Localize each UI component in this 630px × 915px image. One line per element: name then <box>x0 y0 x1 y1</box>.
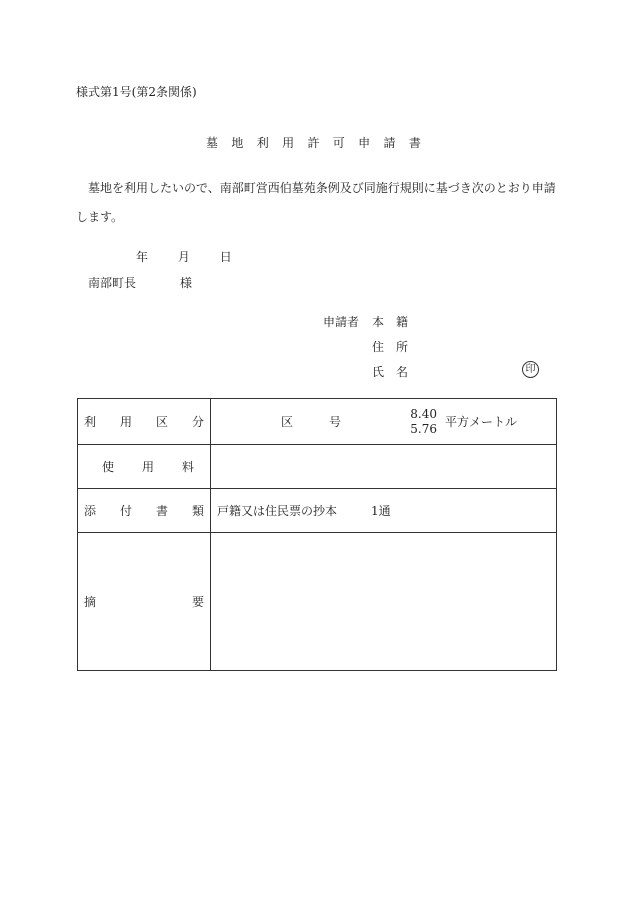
title-char: 書 <box>408 136 421 150</box>
usage-value-cell[interactable] <box>211 399 557 445</box>
label-char: 所 <box>395 340 408 354</box>
application-table <box>77 398 557 671</box>
remarks-label-cell <box>78 533 211 671</box>
attachment-value-cell[interactable] <box>211 489 557 533</box>
addressee-honorific: 様 <box>180 276 193 290</box>
label-char: 分 <box>191 415 204 429</box>
label-char: 区 <box>155 415 168 429</box>
applicant-label: 申請者 <box>323 315 360 329</box>
label-char: 要 <box>191 595 204 609</box>
area-values <box>409 407 437 437</box>
table-row-attachment <box>78 489 557 533</box>
label-char: 利 <box>84 415 97 429</box>
label-char: 類 <box>191 504 204 518</box>
label-char: 書 <box>155 504 168 518</box>
date-month: 月 <box>177 250 190 264</box>
ward-label: 区 <box>281 415 294 429</box>
label-char: 用 <box>119 415 132 429</box>
label-char: 使 <box>102 460 115 474</box>
title-char: 用 <box>282 136 295 150</box>
label-char: 料 <box>181 460 194 474</box>
usage-label-cell <box>78 399 211 445</box>
title-char: 地 <box>231 136 244 150</box>
title-char: 利 <box>256 136 269 150</box>
title-char: 許 <box>307 136 320 150</box>
fee-label-cell <box>78 445 211 489</box>
label-char: 付 <box>119 504 132 518</box>
title-char: 請 <box>383 136 396 150</box>
statement-line-2: します。 <box>76 210 124 224</box>
applicant-domicile-label <box>372 313 408 330</box>
area-value: 5.76 <box>410 421 437 436</box>
label-char: 名 <box>395 365 408 379</box>
label-char: 氏 <box>372 365 385 379</box>
label-char: 本 <box>372 315 385 329</box>
date-day: 日 <box>219 250 232 264</box>
applicant-name-label <box>372 363 408 380</box>
date-line <box>136 248 232 265</box>
table-row-usage <box>78 399 557 445</box>
remarks-value-cell[interactable] <box>211 533 557 671</box>
label-char: 籍 <box>395 315 408 329</box>
date-year: 年 <box>136 250 149 264</box>
label-char: 住 <box>372 340 385 354</box>
addressee <box>88 274 192 291</box>
table-row-remarks <box>78 533 557 671</box>
seal-icon: 印 <box>522 361 539 378</box>
table-row-fee <box>78 445 557 489</box>
request-statement <box>76 174 560 232</box>
attachment-document: 戸籍又は住民票の抄本 <box>217 504 338 518</box>
label-char: 摘 <box>84 595 97 609</box>
form-number: 様式第1号(第2条関係) <box>76 85 197 99</box>
label-char: 添 <box>84 504 97 518</box>
title-char: 墓 <box>206 136 219 150</box>
applicant-address-label <box>372 338 408 355</box>
title-char: 可 <box>332 136 345 150</box>
page-title <box>206 134 421 151</box>
number-label: 号 <box>328 415 341 429</box>
attachment-count: 1通 <box>371 504 391 518</box>
area-unit: 平方メートル <box>445 415 518 429</box>
area-value: 8.40 <box>410 406 437 421</box>
title-char: 申 <box>358 136 371 150</box>
attachment-label-cell <box>78 489 211 533</box>
statement-line-1: 墓地を利用したいので、南部町営西伯墓苑条例及び同施行規則に基づき次のとおり申請 <box>88 181 556 195</box>
label-char: 用 <box>141 460 154 474</box>
fee-value-cell[interactable] <box>211 445 557 489</box>
addressee-name: 南部町長 <box>88 276 137 290</box>
